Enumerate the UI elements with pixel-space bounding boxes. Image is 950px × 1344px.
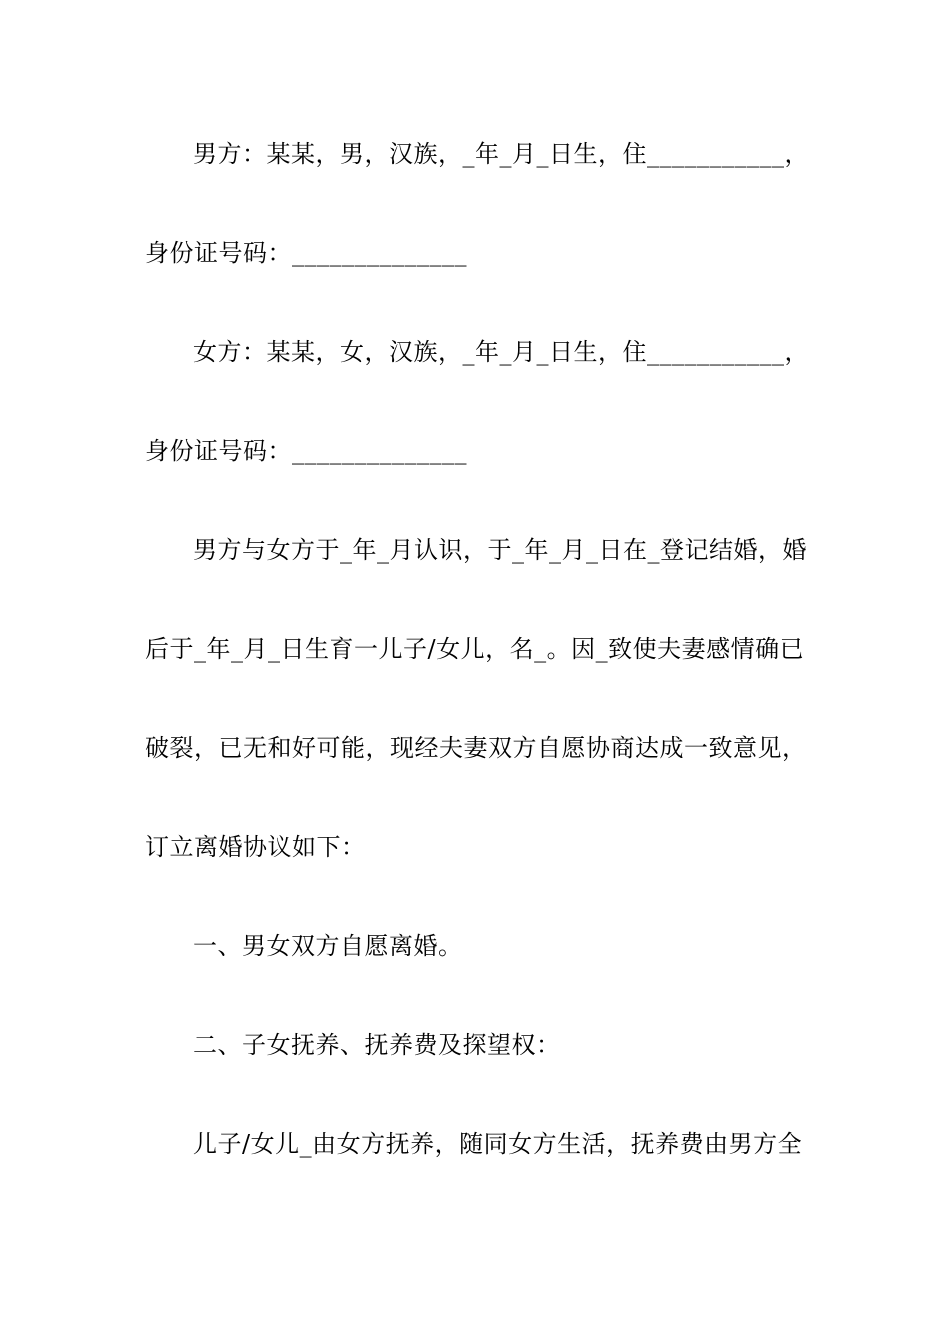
woman-info-line: 女方：某某，女，汉族，_年_月_日生，住___________，: [193, 338, 809, 366]
clause-one: 一、男女双方自愿离婚。: [193, 932, 463, 960]
clause-two-heading: 二、子女抚养、抚养费及探望权：: [193, 1031, 561, 1059]
marriage-paragraph-line-1: 男方与女方于_年_月认识，于_年_月_日在_登记结婚，婚: [193, 536, 807, 564]
marriage-paragraph-line-2: 后于_年_月_日生育一儿子/女儿，名_。因_致使夫妻感情确已: [145, 635, 805, 663]
marriage-paragraph-line-4: 订立离婚协议如下：: [145, 833, 366, 861]
marriage-paragraph-line-3: 破裂，已无和好可能，现经夫妻双方自愿协商达成一致意见，: [145, 734, 807, 762]
man-id-number-line: 身份证号码：______________: [145, 239, 467, 267]
woman-id-number-line: 身份证号码：______________: [145, 437, 467, 465]
custody-paragraph-line: 儿子/女儿_由女方抚养，随同女方生活，抚养费由男方全: [193, 1130, 803, 1158]
man-info-line: 男方：某某，男，汉族，_年_月_日生，住___________，: [193, 140, 809, 168]
